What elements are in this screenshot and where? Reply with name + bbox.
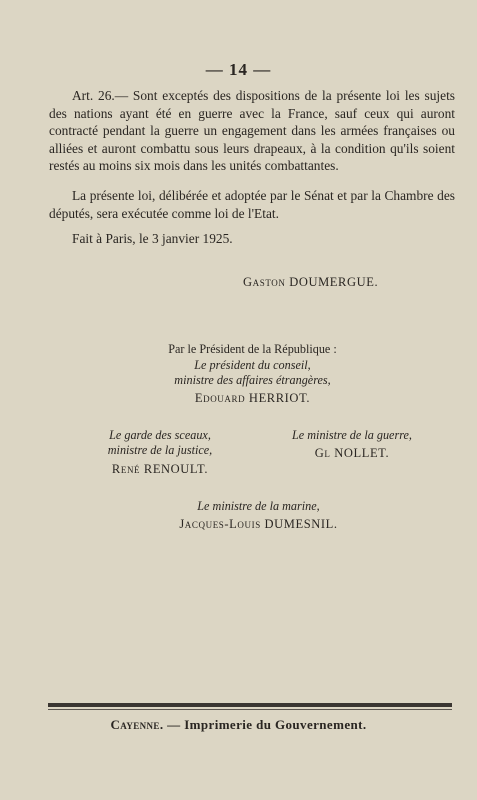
printer-footer [0, 717, 477, 733]
footer-rule-thin [48, 709, 452, 710]
countersign-line1: Le président du conseil, [194, 358, 311, 372]
date-line [49, 230, 455, 248]
countersign-heading: Par le Président de la République : [168, 342, 337, 356]
countersign-line2: ministre des affaires étrangères, [174, 373, 331, 387]
garde-sceaux-line1: Le garde des sceaux, [109, 428, 211, 442]
guerre-name: Gl NOLLET. [314, 446, 390, 460]
countersign-name: Edouard HERRIOT. [194, 391, 311, 405]
footer-printer: — Imprimerie du Gouvernement. [167, 717, 367, 732]
article-26-paragraph [49, 87, 455, 175]
garde-sceaux-line2: ministre de la justice, [107, 443, 213, 457]
guerre-line1: Le ministre de la guerre, [292, 428, 412, 442]
president-signature: Gaston DOUMERGUE. [243, 275, 379, 289]
footer-place: Cayenne. [110, 717, 164, 732]
marine-line1: Le ministre de la marine, [197, 499, 320, 513]
footer-rule-thick [48, 703, 452, 707]
fait-text: Fait à Paris, le 3 janvier 1925. [72, 231, 233, 246]
garde-sceaux-name: René RENOULT. [111, 462, 209, 476]
promulgation-text: La présente loi, délibérée et adoptée par le Sénat et par la Chambre des députés, sera exécutée comme loi de l'Etat. [49, 188, 455, 221]
article-26-text: Art. 26.— Sont exceptés des dispositions de la présente loi les sujets des nations ayant été en guerre avec la France, sauf ceux qui auront contracté pendant la guerre un engagement dans les armées françaises ou alliées et auront combattu sous leurs drapeaux, à la condition qu'ils soient restés au moins six mois dans les unités combattantes. [49, 88, 455, 174]
marine-name: Jacques-Louis DUMESNIL. [179, 517, 338, 531]
page-number: — 14 — [205, 60, 272, 79]
promulgation-paragraph [49, 187, 455, 222]
